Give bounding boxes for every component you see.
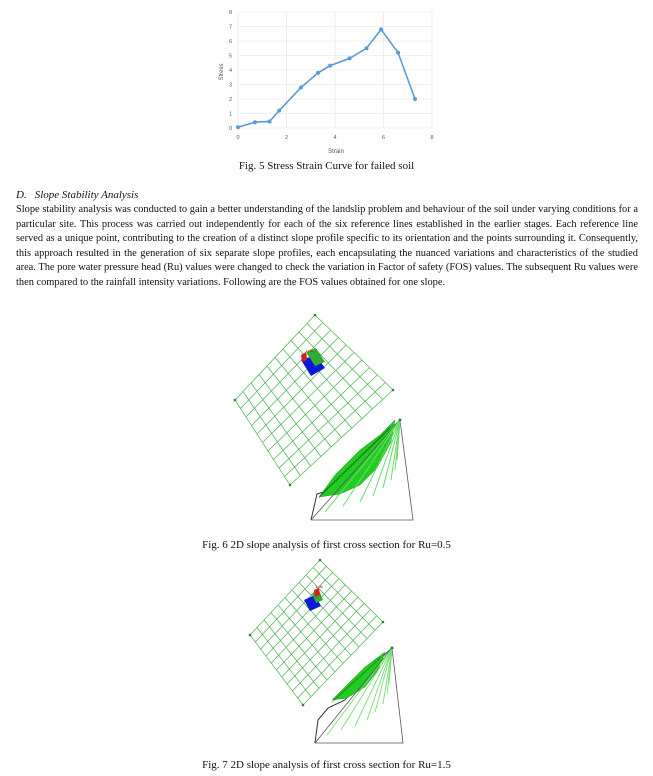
figure-6-caption: Fig. 6 2D slope analysis of first cross section for Ru=0.5 <box>202 539 451 551</box>
y-tick-label: 6 <box>228 39 232 45</box>
x-tick-label: 8 <box>430 135 434 141</box>
center-node <box>391 647 394 650</box>
data-point <box>316 71 320 75</box>
slope-analysis-figure-7 <box>235 550 410 750</box>
y-tick-label: 7 <box>228 24 232 31</box>
data-point <box>328 64 332 68</box>
data-point <box>413 97 417 101</box>
figure-7-caption: Fig. 7 2D slope analysis of first cross section for Ru=1.5 <box>202 759 451 771</box>
grid-line <box>243 392 300 476</box>
x-tick-labels <box>236 135 433 141</box>
y-tick-label: 2 <box>228 97 232 103</box>
grid-line <box>278 605 335 672</box>
data-point <box>253 120 257 124</box>
data-point <box>299 85 303 89</box>
section-paragraph: Slope stability analysis was conducted to gain a better understanding of the landslip problem and behaviour of the soil under varying conditions for a particular site. This process was carried out independently for each of the six reference lines established in the earlier stages. Each reference line served as a unique point, contributing to the creation of a distinct slope profile specific to its orientation and the points surrounding it. Consequently, this approach resulted in the generation of six separate slope profiles, each encapsulating the nuanced variations and characteristics of the studied area. The pore water pressure head (Ru) values were changed to check the variation in Factor of safety (FOS) values. The subsequent Ru values were then compared to the rainfall intensity variations. Following are the FOS values obtained for one slope. <box>16 204 638 288</box>
section-heading <box>16 189 138 201</box>
data-point <box>396 51 400 55</box>
slope-analysis-figure-6 <box>215 310 435 532</box>
grid-line <box>264 620 319 688</box>
data-point <box>268 119 272 123</box>
slip-radius-lines <box>325 420 400 512</box>
y-tick-label: 4 <box>228 68 232 74</box>
x-tick-label: 0 <box>236 135 240 141</box>
x-tick-label: 6 <box>381 135 386 141</box>
chart-gridlines <box>238 12 432 128</box>
fos-label: 1.03 <box>305 348 313 353</box>
data-point <box>379 27 383 31</box>
grid-line <box>282 597 358 677</box>
data-point <box>365 46 369 50</box>
stress-strain-chart <box>210 0 440 160</box>
section-title: Slope Stability Analysis <box>34 189 139 201</box>
x-tick-label: 4 <box>333 135 337 141</box>
radius-line <box>327 648 392 735</box>
figure-5-caption: Fig. 5 Stress Strain Curve for failed soil <box>238 160 415 172</box>
stress-strain-series-line <box>238 29 415 127</box>
data-point <box>348 56 352 60</box>
y-axis-label: Stress <box>219 63 225 81</box>
section-number: D. <box>16 189 27 201</box>
grid-line <box>287 603 364 684</box>
fos-label: 1.06 <box>315 584 323 589</box>
x-tick-label: 2 <box>284 135 289 141</box>
y-tick-label: 0 <box>228 126 232 132</box>
center-node <box>399 419 402 422</box>
y-tick-label: 5 <box>228 53 232 60</box>
x-axis-label: Strain <box>328 149 344 155</box>
y-tick-labels <box>229 10 232 132</box>
grid-line <box>257 628 311 697</box>
y-tick-label: 8 <box>228 10 232 16</box>
data-point <box>236 125 240 129</box>
grid-line <box>271 613 327 681</box>
grid-line <box>274 368 370 460</box>
y-tick-label: 1 <box>228 111 232 118</box>
y-tick-label: 3 <box>228 82 232 89</box>
data-point <box>277 109 281 113</box>
slip-radius-lines <box>327 648 392 735</box>
